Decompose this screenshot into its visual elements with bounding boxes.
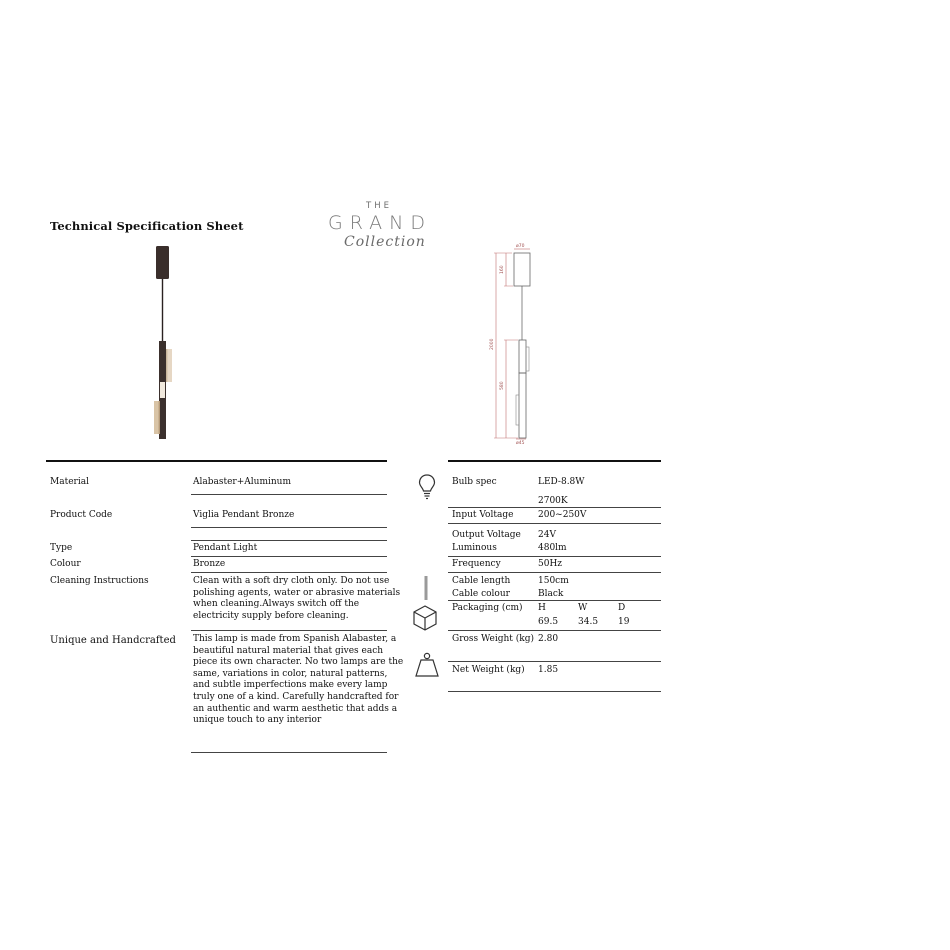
- label-unique: Unique and Handcrafted: [50, 635, 176, 646]
- dimension-drawing: [482, 240, 542, 445]
- cable-icon: [422, 576, 430, 600]
- rule: [448, 572, 661, 573]
- value-output-voltage: 24V: [538, 530, 556, 540]
- pack-h-value: 69.5: [538, 617, 559, 627]
- logo-the: THE: [366, 201, 392, 211]
- rule: [191, 630, 387, 631]
- value-type: Pendant Light: [193, 543, 258, 553]
- rule: [191, 572, 387, 573]
- rule: [448, 556, 661, 557]
- pack-d-label: D: [618, 603, 626, 613]
- unique-line: same, variations in color, natural patterns,: [193, 668, 388, 679]
- dim-body: 580: [500, 381, 505, 390]
- rule: [191, 494, 387, 495]
- rule: [191, 540, 387, 541]
- value-luminous: 480lm: [538, 543, 567, 553]
- value-input-voltage: 200~250V: [538, 510, 587, 520]
- cleaning-line: Clean with a soft dry cloth only. Do not use: [193, 576, 390, 586]
- dim-top: ø70: [516, 244, 525, 249]
- label-cleaning: Cleaning Instructions: [50, 576, 149, 586]
- unique-line: beautiful natural material that gives each: [193, 645, 384, 656]
- rule: [191, 527, 387, 528]
- unique-line: unique touch to any interior: [193, 715, 322, 726]
- cleaning-line: polishing agents, water or abrasive materials: [193, 587, 401, 598]
- label-output-voltage: Output Voltage: [452, 530, 521, 540]
- dim-canopy: 160: [500, 265, 505, 274]
- cleaning-line: when cleaning.Always switch off the: [193, 599, 360, 610]
- value-bulb-spec-2: 2700K: [538, 496, 568, 506]
- pack-h-label: H: [538, 603, 546, 613]
- label-gross-weight: Gross Weight (kg): [452, 634, 535, 644]
- box-icon: [412, 604, 438, 632]
- value-cable-length: 150cm: [538, 576, 569, 586]
- value-cleaning: [193, 576, 400, 622]
- unique-line: an authentic and warm aesthetic that adds a: [193, 703, 398, 714]
- value-product-code: Viglia Pendant Bronze: [193, 510, 295, 520]
- rule: [448, 523, 661, 524]
- page-title: Technical Specification Sheet: [50, 219, 244, 233]
- value-net-weight: 1.85: [538, 665, 559, 675]
- unique-line: truly one of a kind. Carefully handcrafted for: [193, 691, 399, 702]
- cleaning-line: electricity supply before cleaning.: [193, 610, 349, 621]
- label-input-voltage: Input Voltage: [452, 510, 514, 520]
- right-table-top-rule: [448, 460, 661, 462]
- bulb-icon: [417, 473, 437, 501]
- product-photo: [150, 244, 186, 440]
- label-material: Material: [50, 477, 89, 487]
- label-type: Type: [50, 543, 73, 553]
- value-gross-weight: 2.80: [538, 634, 559, 644]
- value-unique: [193, 634, 403, 727]
- value-bulb-spec-1: LED-8.8W: [538, 477, 585, 487]
- label-bulb-spec: Bulb spec: [452, 477, 497, 487]
- label-colour: Colour: [50, 559, 81, 569]
- pack-w-label: W: [578, 603, 588, 613]
- unique-line: piece its own character. No two lamps are the: [193, 657, 404, 668]
- dim-total: 2000: [490, 338, 495, 350]
- right-table-bottom-rule: [448, 691, 661, 692]
- value-material: Alabaster+Aluminum: [193, 477, 291, 487]
- rule: [448, 507, 661, 508]
- unique-line: and subtle imperfections make every lamp: [193, 680, 388, 691]
- left-table-bottom-rule: [191, 752, 387, 753]
- rule: [448, 600, 661, 601]
- label-net-weight: Net Weight (kg): [452, 665, 525, 675]
- value-frequency: 50Hz: [538, 559, 563, 569]
- logo-collection: Collection: [344, 234, 426, 250]
- dim-bottom: ø45: [516, 441, 525, 445]
- logo-grand: GRAND: [328, 212, 432, 234]
- value-cable-colour: Black: [538, 589, 564, 599]
- weight-icon: [414, 652, 440, 678]
- rule: [448, 661, 661, 662]
- label-frequency: Frequency: [452, 559, 501, 569]
- label-luminous: Luminous: [452, 543, 497, 553]
- label-product-code: Product Code: [50, 510, 113, 520]
- unique-line: This lamp is made from Spanish Alabaster, a: [193, 634, 397, 644]
- value-colour: Bronze: [193, 559, 226, 569]
- label-cable-length: Cable length: [452, 576, 511, 586]
- label-packaging: Packaging (cm): [452, 603, 523, 613]
- pack-d-value: 19: [618, 617, 630, 627]
- left-table-top-rule: [46, 460, 387, 462]
- rule: [191, 556, 387, 557]
- label-cable-colour: Cable colour: [452, 589, 510, 599]
- rule: [448, 630, 661, 631]
- pack-w-value: 34.5: [578, 617, 599, 627]
